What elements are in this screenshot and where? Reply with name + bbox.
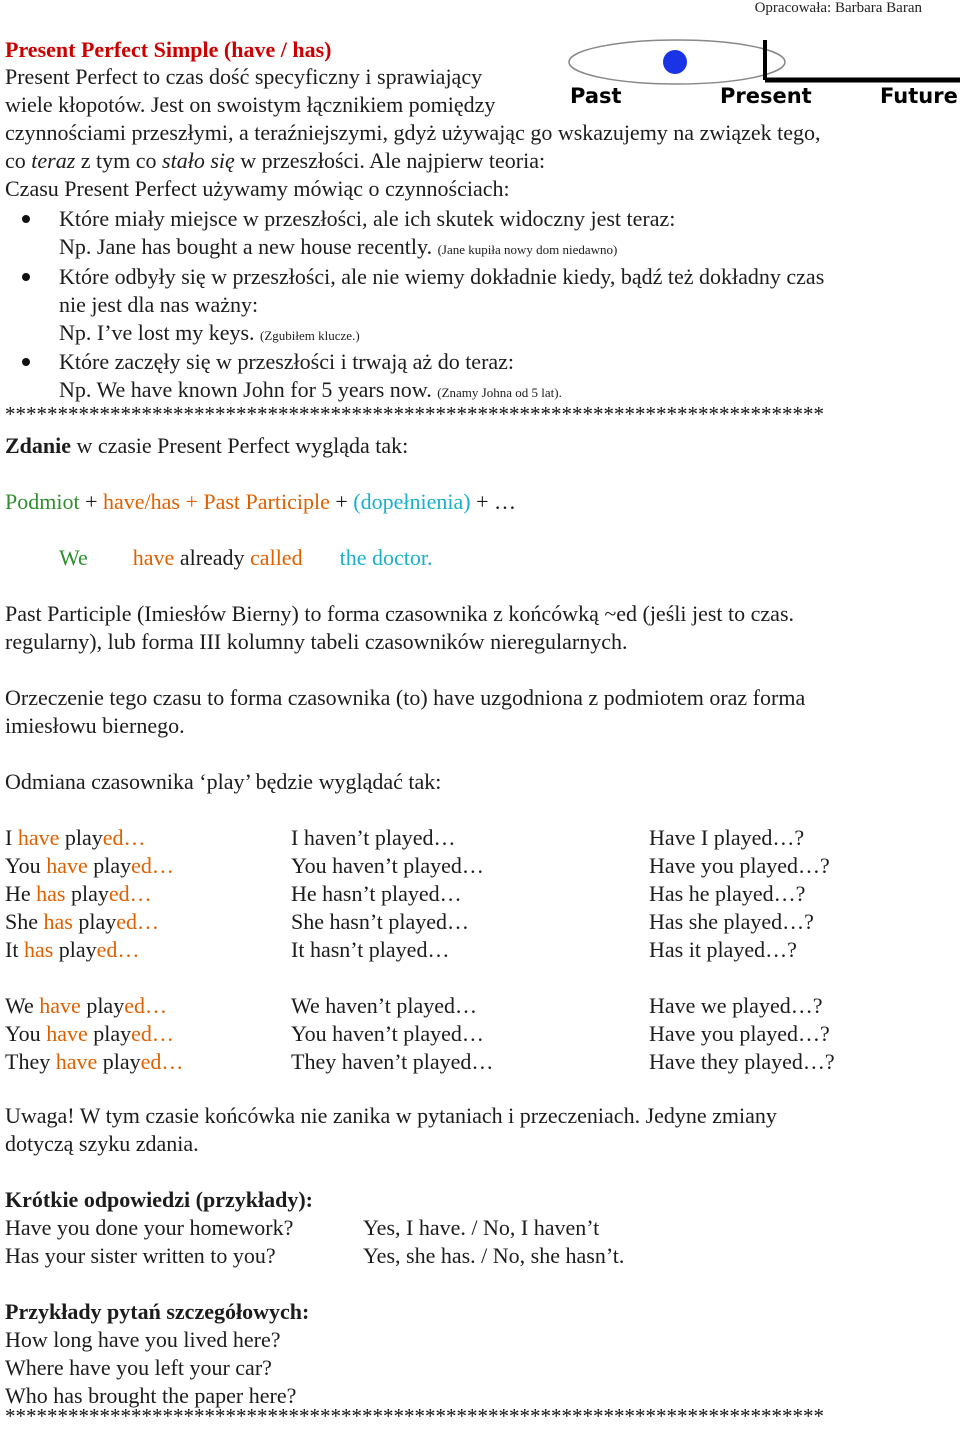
- conjugation-question: Have we played…?: [649, 993, 823, 1018]
- conjugation-negative: He hasn’t played…: [291, 881, 462, 906]
- timeline-past-label: Past: [570, 84, 622, 108]
- conjugation-negative: You haven’t played…: [291, 853, 484, 878]
- wh-question-item: How long have you lived here?: [5, 1327, 281, 1352]
- short-answer-reply: Yes, she has. / No, she hasn’t.: [363, 1243, 625, 1268]
- conjugation-question: Has she played…?: [649, 909, 814, 934]
- participle-line-1: Past Participle (Imiesłów Bierny) to forma czasownika z końcówką ~ed (jeśli jest to czas.: [5, 601, 795, 626]
- conjugation-affirmative: We have played…: [5, 993, 167, 1018]
- timeline-present-label: Present: [720, 84, 812, 108]
- intro-line-3: czynnościami przeszłymi, a teraźniejszymi, gdyż używając go wskazujemy na związek tego,: [5, 120, 821, 145]
- timeline-future-label: Future: [880, 84, 958, 108]
- conjugation-negative: We haven’t played…: [291, 993, 477, 1018]
- wh-questions-heading: Przykłady pytań szczegółowych:: [5, 1299, 310, 1324]
- use-3-example: Np. We have known John for 5 years now. (Znamy Johna od 5 lat).: [59, 377, 562, 402]
- short-answers-heading: Krótkie odpowiedzi (przykłady):: [5, 1187, 313, 1212]
- conjugation-negative: You haven’t played…: [291, 1021, 484, 1046]
- short-answer-reply: Yes, I have. / No, I haven’t: [363, 1215, 600, 1240]
- formula: Podmiot + have/has + Past Participle + (dopełnienia) + …: [5, 489, 516, 514]
- participle-line-2: regularny), lub forma III kolumny tabeli czasowników nieregularnych.: [5, 629, 628, 654]
- conjugation-heading: Odmiana czasownika ‘play’ będzie wyglądać tak:: [5, 769, 442, 794]
- use-1-text: Które miały miejsce w przeszłości, ale ich skutek widoczny jest teraz:: [59, 206, 676, 231]
- conjugation-affirmative: He has played…: [5, 881, 152, 906]
- use-2-text-cont: nie jest dla nas ważny:: [59, 292, 259, 317]
- conjugation-question: Has he played…?: [649, 881, 806, 906]
- wh-question-item: Who has brought the paper here?: [5, 1383, 297, 1408]
- use-2-text: Które odbyły się w przeszłości, ale nie wiemy dokładnie kiedy, bądź też dokładny czas: [59, 264, 825, 289]
- example-sentence: We have already called the doctor.: [59, 545, 433, 570]
- use-1-example: Np. Jane has bought a new house recently. (Jane kupiła nowy dom niedawno): [59, 234, 618, 259]
- intro-line-4: co teraz z tym co stało się w przeszłości. Ale najpierw teoria:: [5, 148, 546, 173]
- conjugation-negative: She hasn’t played…: [291, 909, 470, 934]
- conjugation-affirmative: I have played…: [5, 825, 146, 850]
- bullet-dot: [22, 215, 30, 223]
- note-line-1: Uwaga! W tym czasie końcówka nie zanika w pytaniach i przeczeniach. Jedyne zmiany: [5, 1103, 777, 1128]
- timeline-diagram: [565, 36, 960, 116]
- conjugation-question: Has it played…?: [649, 937, 797, 962]
- intro-line-1: Present Perfect to czas dość specyficzny i sprawiający: [5, 64, 483, 89]
- intro-line-2: wiele kłopotów. Jest on swoistym łącznikiem pomiędzy: [5, 92, 496, 117]
- conjugation-negative: They haven’t played…: [291, 1049, 494, 1074]
- predicate-line-2: imiesłowu biernego.: [5, 713, 185, 738]
- use-3-text: Które zaczęły się w przeszłości i trwają aż do teraz:: [59, 349, 515, 374]
- intro-line-5: Czasu Present Perfect używamy mówiąc o czynnościach:: [5, 176, 510, 201]
- author-credit: Opracowała: Barbara Baran: [754, 0, 922, 16]
- short-answer-question: Has your sister written to you?: [5, 1243, 276, 1268]
- conjugation-affirmative: She has played…: [5, 909, 159, 934]
- divider-stars-bottom: ******************************************************************************: [5, 1404, 824, 1428]
- timeline-graphic: [565, 36, 960, 86]
- sentence-heading: Zdanie w czasie Present Perfect wygląda tak:: [5, 433, 409, 458]
- conjugation-question: Have you played…?: [649, 853, 830, 878]
- bullet-dot: [22, 273, 30, 281]
- conjugation-question: Have they played…?: [649, 1049, 835, 1074]
- timeline-dot: [663, 50, 687, 74]
- conjugation-affirmative: You have played…: [5, 853, 174, 878]
- conjugation-affirmative: It has played…: [5, 937, 140, 962]
- page-title: Present Perfect Simple (have / has): [5, 37, 332, 62]
- bullet-dot: [22, 358, 30, 366]
- divider-stars: ******************************************************************************: [5, 402, 824, 426]
- predicate-line-1: Orzeczenie tego czasu to forma czasownika (to) have uzgodniona z podmiotem oraz forma: [5, 685, 806, 710]
- conjugation-question: Have you played…?: [649, 1021, 830, 1046]
- short-answer-question: Have you done your homework?: [5, 1215, 294, 1240]
- note-line-2: dotyczą szyku zdania.: [5, 1131, 199, 1156]
- conjugation-question: Have I played…?: [649, 825, 805, 850]
- conjugation-negative: I haven’t played…: [291, 825, 456, 850]
- conjugation-negative: It hasn’t played…: [291, 937, 450, 962]
- conjugation-affirmative: You have played…: [5, 1021, 174, 1046]
- wh-question-item: Where have you left your car?: [5, 1355, 272, 1380]
- conjugation-affirmative: They have played…: [5, 1049, 184, 1074]
- use-2-example: Np. I’ve lost my keys. (Zgubiłem klucze.): [59, 320, 360, 345]
